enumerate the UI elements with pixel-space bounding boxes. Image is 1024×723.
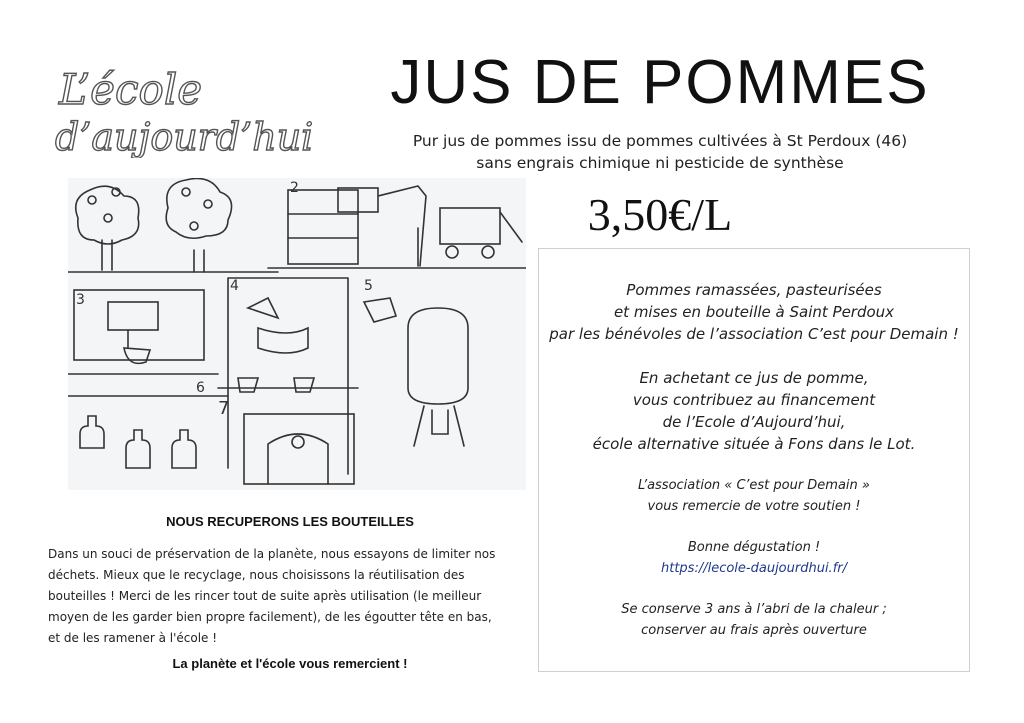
section-number: 2 bbox=[290, 180, 299, 196]
info-line: Se conserve 3 ans à l’abri de la chaleur ; bbox=[621, 602, 887, 617]
page-title: JUS DE POMMES bbox=[390, 48, 930, 117]
thanks-line: La planète et l'école vous remercient ! bbox=[172, 656, 408, 671]
subtitle-line: sans engrais chimique ni pesticide de synthèse bbox=[476, 154, 844, 172]
subtitle bbox=[370, 130, 950, 174]
svg-text:d’aujourd’hui: d’aujourd’hui bbox=[55, 115, 314, 158]
bottles-heading: NOUS RECUPERONS LES BOUTEILLES bbox=[166, 514, 414, 529]
info-line: Pommes ramassées, pasteurisées bbox=[626, 281, 882, 299]
bottles-line: déchets. Mieux que le recyclage, nous choisissons la réutilisation des bbox=[48, 568, 465, 582]
bottles-line: bouteilles ! Merci de les rincer tout de suite après utilisation (le meilleur bbox=[48, 589, 482, 603]
juice-process-drawing bbox=[68, 178, 526, 490]
info-box bbox=[538, 248, 970, 672]
info-line: et mises en bouteille à Saint Perdoux bbox=[613, 303, 895, 321]
section-number: 3 bbox=[76, 292, 85, 308]
bottles-line: Dans un souci de préservation de la planète, nous essayons de limiter nos bbox=[48, 547, 496, 561]
info-paragraph bbox=[539, 537, 969, 579]
info-line: vous remercie de votre soutien ! bbox=[647, 499, 861, 514]
info-paragraph bbox=[539, 475, 969, 517]
info-line: conserver au frais après ouverture bbox=[641, 623, 867, 638]
section-number: 5 bbox=[364, 278, 373, 294]
info-line: école alternative située à Fons dans le Lot. bbox=[592, 435, 916, 453]
info-line: vous contribuez au financement bbox=[632, 391, 876, 409]
info-line: Bonne dégustation ! bbox=[687, 540, 821, 555]
bottles-line: et de les ramener à l'école ! bbox=[48, 631, 218, 645]
info-line: En achetant ce jus de pomme, bbox=[639, 369, 869, 387]
svg-text:L’école: L’école bbox=[59, 65, 203, 114]
section-number: 7 bbox=[218, 398, 230, 419]
info-paragraph bbox=[539, 367, 969, 455]
info-line: de l’Ecole d’Aujourd’hui, bbox=[662, 413, 846, 431]
price: 3,50€/L bbox=[587, 189, 733, 240]
info-line: L’association « C’est pour Demain » bbox=[638, 478, 870, 493]
bottles-line: moyen de les garder bien propre facilement), de les égoutter tête en bas, bbox=[48, 610, 492, 624]
bottles-text bbox=[48, 544, 518, 649]
website-link[interactable]: https://lecole-daujourdhui.fr/ bbox=[661, 561, 847, 576]
info-paragraph bbox=[539, 599, 969, 641]
section-number: 4 bbox=[230, 278, 239, 294]
school-logo bbox=[55, 58, 325, 158]
section-number: 6 bbox=[196, 380, 205, 396]
info-paragraph bbox=[539, 279, 969, 345]
subtitle-line: Pur jus de pommes issu de pommes cultivées à St Perdoux (46) bbox=[412, 132, 908, 150]
info-line: par les bénévoles de l’association C’est pour Demain ! bbox=[549, 325, 959, 343]
